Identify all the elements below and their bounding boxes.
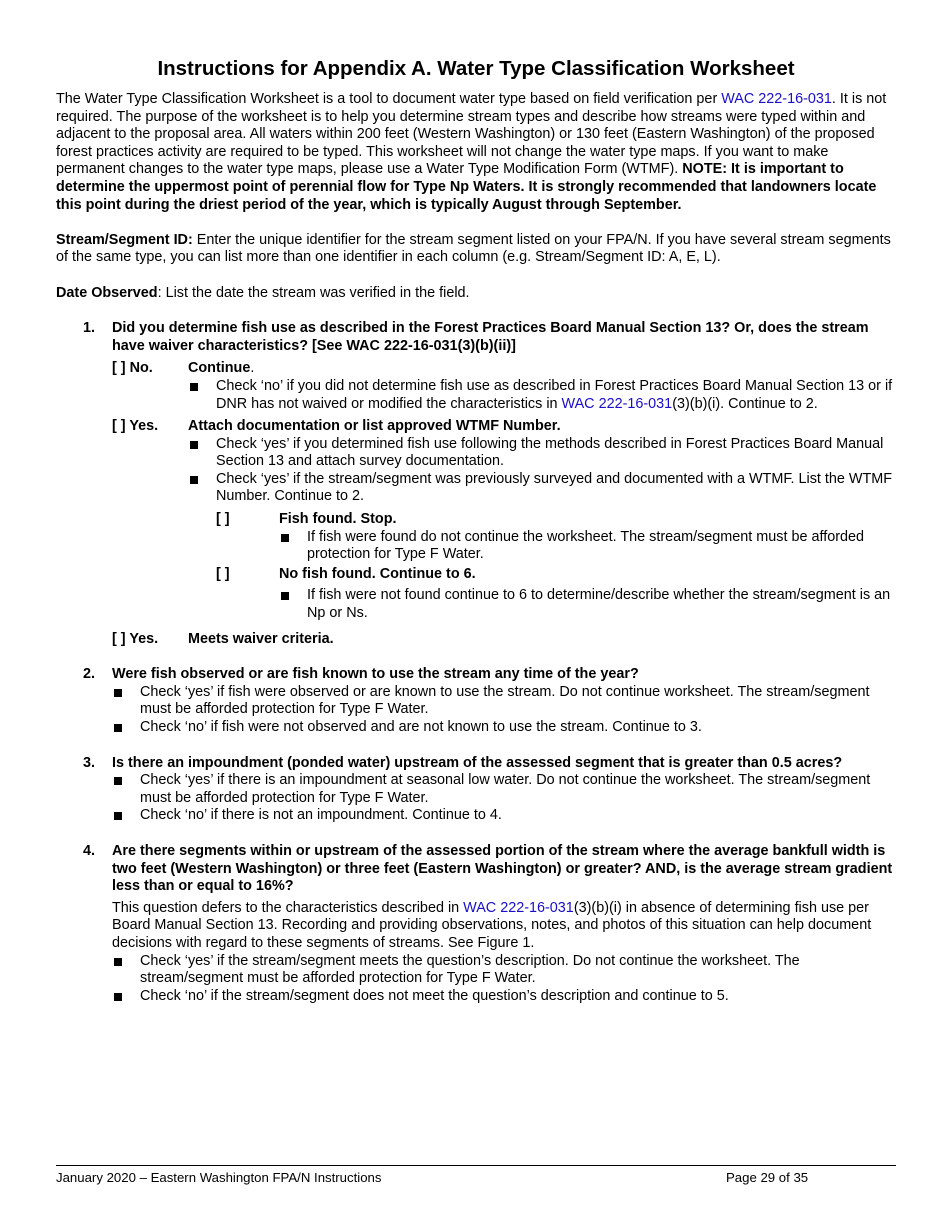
footer-left: January 2020 – Eastern Washington FPA/N Instructions	[56, 1170, 382, 1185]
sub-option-no-fish	[216, 566, 896, 623]
option-title: Continue	[188, 360, 251, 377]
option-title: Attach documentation or list approved WTMF Number.	[188, 418, 561, 435]
bullet-list	[279, 529, 896, 564]
wac-link[interactable]: WAC 222-16-031	[561, 395, 673, 412]
bullet-list	[112, 684, 896, 737]
checkbox-fish-found: [ ]	[216, 511, 230, 528]
option-no	[112, 360, 896, 413]
checkbox-waiver: [ ] Yes.	[112, 630, 159, 647]
page-title: Instructions for Appendix A. Water Type Classification Worksheet	[157, 57, 795, 80]
question-text: Did you determine fish use as described in the Forest Practices Board Manual Section 13? Or, does the stream have waiver characteristics? [See WAC 222-16-031(3)(b)(ii)]	[112, 320, 869, 354]
bullet-item: Check ‘yes’ if fish were observed or are known to use the stream. Do not continue worksheet. The stream/segment must be afforded protection for Type F Water.	[112, 684, 896, 719]
question-2	[56, 666, 896, 736]
bullet-list	[188, 436, 896, 506]
intro-note: NOTE: It is important to determine the uppermost point of perennial flow for Type Np Waters. It is strongly recommended that landowners locate this point during the driest period of the year, which is typically August through September.	[56, 161, 877, 213]
option-period: .	[250, 360, 255, 377]
bullet-item: Check ‘yes’ if there is an impoundment at seasonal low water. Do not continue the worksheet. The stream/segment must be afforded protection for Type F Water.	[112, 772, 896, 807]
bullet-item	[188, 378, 896, 413]
bullet-item: Check ‘yes’ if the stream/segment was previously surveyed and documented with a WTMF. List the WTMF Number. Continue to 2.	[188, 471, 896, 506]
question-4	[56, 843, 896, 1005]
question-4-paragraph	[112, 900, 896, 953]
bullet-item: Check ‘no’ if the stream/segment does not meet the question’s description and continue to 5.	[112, 988, 896, 1006]
bullet-item: Check ‘no’ if fish were not observed and are not known to use the stream. Continue to 3.	[112, 719, 896, 737]
bullet-list	[188, 378, 896, 413]
intro-paragraph	[56, 91, 896, 214]
question-text: Are there segments within or upstream of the assessed portion of the stream where the average bankfull width is two feet (Western Washington) or three feet (Eastern Washington) or greater? AND, is the average stream gradient less than or equal to 16%?	[112, 842, 893, 895]
question-3	[56, 755, 896, 825]
intro-text-2: . It is not required. The purpose of the worksheet is to help you determine stream types and describe how streams were typed within and adjacent to the proposal area. All waters within 200 feet (Western Washington) or 130 feet (Eastern Washington) of the proposed forest practices activity are required to be typed. This worksheet will not change the water type maps. If you want to make permanent changes to the water type maps, please use a Water Type Modification Form (WTMF).	[56, 91, 887, 178]
paragraph-text: (3)(b)(i) in absence of determining fish use per Board Manual Section 13. Recording and providing observations, notes, and photos of this situation can help document decisions with regard to these segments of streams. See Figure 1.	[112, 899, 872, 951]
option-waiver	[112, 631, 896, 649]
question-number: 4.	[83, 842, 96, 859]
question-number: 2.	[83, 666, 96, 683]
bullet-text: (3)(b)(i). Continue to 2.	[672, 395, 818, 412]
sub-option-title: Fish found. Stop.	[279, 511, 397, 528]
option-title: Meets waiver criteria.	[188, 630, 334, 647]
bullet-list	[279, 587, 896, 622]
sub-option-title: No fish found. Continue to 6.	[279, 565, 476, 582]
stream-segment-paragraph	[56, 232, 896, 267]
stream-segment-text: Enter the unique identifier for the stream segment listed on your FPA/N. If you have several stream segments of the same type, you can list more than one identifier in each column (e.g. Stream/Segment ID: A, E, L).	[56, 231, 891, 266]
page-footer	[56, 1165, 896, 1185]
question-list	[56, 320, 896, 1005]
question-text: Is there an impoundment (ponded water) upstream of the assessed segment that is greater than 0.5 acres?	[112, 754, 843, 771]
bullet-item: Check ‘no’ if there is not an impoundment. Continue to 4.	[112, 807, 896, 825]
paragraph-text: This question defers to the characteristics described in	[112, 899, 464, 916]
bullet-item: If fish were found do not continue the worksheet. The stream/segment must be afforded protection for Type F Water.	[279, 529, 896, 564]
question-number: 1.	[83, 320, 96, 337]
bullet-item: Check ‘yes’ if the stream/segment meets the question’s description. Do not continue the worksheet. The stream/segment must be afforded protection for Type F Water.	[112, 953, 896, 988]
bullet-item: Check ‘yes’ if you determined fish use following the methods described in Forest Practices Board Manual Section 13 and attach survey documentation.	[188, 436, 896, 471]
sub-option-fish-found	[216, 511, 896, 564]
checkbox-no: [ ] No.	[112, 360, 153, 377]
date-observed-text: : List the date the stream was verified in the field.	[157, 284, 470, 301]
wac-link[interactable]: WAC 222-16-031	[463, 899, 574, 916]
date-observed-paragraph	[56, 285, 896, 303]
bullet-text: Check ‘no’ if you did not determine fish use as described in Forest Practices Board Manual Section 13 or if DNR has not waived or modified the characteristics in	[216, 377, 893, 412]
date-observed-label: Date Observed	[56, 284, 158, 301]
bullet-list	[112, 772, 896, 825]
question-text: Were fish observed or are fish known to use the stream any time of the year?	[112, 666, 639, 683]
intro-text-1: The Water Type Classification Worksheet is a tool to document water type based on field verification per	[56, 91, 722, 107]
stream-segment-label: Stream/Segment ID:	[56, 231, 193, 248]
question-number: 3.	[83, 754, 96, 771]
bullet-list	[112, 953, 896, 1006]
checkbox-yes: [ ] Yes.	[112, 418, 159, 435]
wac-link[interactable]: WAC 222-16-031	[721, 91, 832, 107]
checkbox-no-fish: [ ]	[216, 565, 230, 582]
footer-page-number: Page 29 of 35	[726, 1170, 809, 1185]
document-page	[56, 56, 896, 1023]
option-yes	[112, 418, 896, 623]
bullet-item: If fish were not found continue to 6 to determine/describe whether the stream/segment is an Np or Ns.	[279, 587, 896, 622]
question-1	[56, 320, 896, 648]
